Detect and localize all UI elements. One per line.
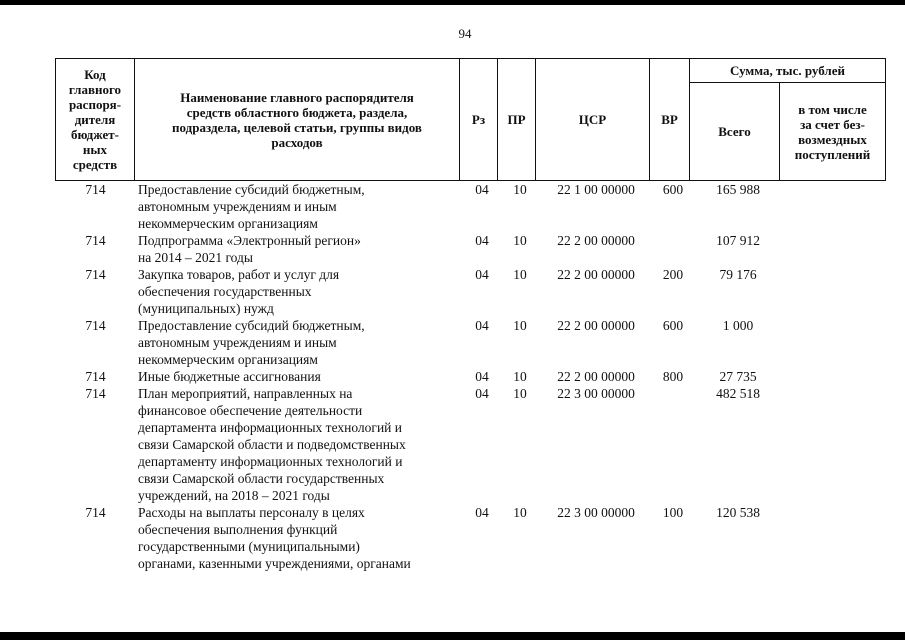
cell-rz: 04	[475, 505, 489, 520]
cell-code: 714	[85, 318, 106, 333]
cell-total: 79 176	[719, 267, 757, 282]
table-row	[55, 368, 885, 385]
cell-name	[136, 266, 463, 317]
cell-code: 714	[85, 182, 106, 197]
cell-pr: 10	[513, 369, 527, 384]
table-row	[55, 317, 885, 368]
cell-csr: 22 2 00 00000	[557, 369, 635, 384]
table-row	[55, 232, 885, 266]
page-number: 94	[458, 26, 472, 41]
cell-line: финансовое обеспечение деятельности	[138, 403, 363, 418]
cell-name	[136, 385, 463, 504]
cell-rz: 04	[475, 182, 489, 197]
cell-code: 714	[85, 369, 106, 384]
cell-name	[136, 181, 463, 232]
cell-vr: 200	[662, 267, 684, 282]
cell-vr: 600	[662, 182, 684, 197]
cell-csr: 22 2 00 00000	[557, 267, 635, 282]
cell-code: 714	[85, 505, 106, 520]
cell-pr: 10	[513, 233, 527, 248]
header-line: расходов	[271, 134, 323, 150]
cell-csr: 22 2 00 00000	[557, 233, 635, 248]
cell-rz: 04	[475, 267, 489, 282]
header-line: распоря-	[68, 97, 122, 112]
header-rz: Рз	[460, 59, 498, 181]
table-row	[55, 181, 885, 232]
cell-line: автономным учреждениям и иным	[138, 199, 337, 214]
top-border-rule	[0, 0, 905, 5]
cell-line: План мероприятий, направленных на	[138, 386, 353, 401]
cell-rz: 04	[475, 386, 489, 401]
header-line: ных	[82, 142, 108, 157]
bottom-border-rule	[0, 632, 905, 640]
cell-rz: 04	[475, 318, 489, 333]
cell-vr: 100	[662, 505, 684, 520]
cell-line: некоммерческим организациям	[138, 216, 318, 231]
cell-line: (муниципальных) нужд	[138, 301, 274, 316]
header-vr: ВР	[650, 59, 690, 181]
cell-pr: 10	[513, 267, 527, 282]
cell-line: государственными (муниципальными)	[138, 539, 360, 554]
table-row	[55, 266, 885, 317]
header-pr: ПР	[498, 59, 536, 181]
table-row	[55, 385, 885, 504]
header-code	[56, 59, 135, 181]
cell-line: учреждений, на 2018 – 2021 годы	[138, 488, 330, 503]
header-line: Наименование главного распорядителя	[180, 89, 414, 105]
cell-total: 27 735	[719, 369, 757, 384]
cell-pr: 10	[513, 386, 527, 401]
cell-vr	[653, 232, 693, 266]
cell-code: 714	[85, 233, 106, 248]
table-body	[55, 181, 885, 572]
header-line: дителя	[74, 112, 116, 127]
cell-line: органами, казенными учреждениями, органами	[138, 556, 411, 571]
header-line: за счет без-	[800, 116, 865, 132]
cell-csr: 22 1 00 00000	[557, 182, 635, 197]
cell-code: 714	[85, 386, 106, 401]
cell-total: 1 000	[722, 318, 754, 333]
header-line: в том числе	[798, 101, 867, 117]
header-line: главного	[68, 82, 122, 97]
header-line: возмездных	[798, 131, 867, 147]
cell-name	[136, 232, 463, 266]
header-incl	[780, 83, 886, 181]
cell-pr: 10	[513, 505, 527, 520]
cell-line: обеспечения выполнения функций	[138, 522, 338, 537]
cell-pr: 10	[513, 182, 527, 197]
cell-line: Закупка товаров, работ и услуг для	[138, 267, 340, 282]
cell-vr: 600	[662, 318, 684, 333]
cell-line: связи Самарской области государственных	[138, 471, 385, 486]
cell-rz: 04	[475, 369, 489, 384]
cell-total: 107 912	[716, 233, 760, 248]
cell-line: некоммерческим организациям	[138, 352, 318, 367]
header-line: подраздела, целевой статьи, группы видов	[172, 119, 422, 135]
cell-line: Подпрограмма «Электронный регион»	[138, 233, 361, 248]
cell-total: 165 988	[716, 182, 760, 197]
cell-line: на 2014 – 2021 годы	[138, 250, 253, 265]
cell-name	[136, 368, 463, 385]
header-line: средств	[72, 157, 118, 172]
header-csr: ЦСР	[536, 59, 650, 181]
cell-line: Предоставление субсидий бюджетным,	[138, 182, 365, 197]
header-sum: Сумма, тыс. рублей	[690, 59, 886, 83]
header-line: поступлений	[794, 146, 871, 162]
cell-line: Иные бюджетные ассигнования	[138, 369, 321, 384]
cell-rz: 04	[475, 233, 489, 248]
cell-code: 714	[85, 267, 106, 282]
header-line: Код	[84, 67, 106, 82]
cell-vr: 800	[662, 369, 684, 384]
cell-line: департаменту информационных технологий и	[138, 454, 403, 469]
cell-csr: 22 3 00 00000	[557, 386, 635, 401]
table-header	[55, 58, 886, 181]
cell-vr	[653, 385, 693, 504]
header-line: средств областного бюджета, раздела,	[186, 104, 408, 120]
cell-line: связи Самарской области и подведомственных	[138, 437, 406, 452]
cell-total: 482 518	[716, 386, 760, 401]
header-total: Всего	[690, 83, 780, 181]
table-row	[55, 504, 885, 572]
cell-total: 120 538	[716, 505, 760, 520]
header-line: бюджет-	[70, 127, 119, 142]
cell-csr: 22 3 00 00000	[557, 505, 635, 520]
cell-line: Предоставление субсидий бюджетным,	[138, 318, 365, 333]
cell-line: департамента информационных технологий и	[138, 420, 403, 435]
cell-line: автономным учреждениям и иным	[138, 335, 337, 350]
cell-name	[136, 504, 463, 572]
cell-csr: 22 2 00 00000	[557, 318, 635, 333]
cell-name	[136, 317, 463, 368]
cell-pr: 10	[513, 318, 527, 333]
header-name	[135, 59, 460, 181]
cell-line: Расходы на выплаты персоналу в целях	[138, 505, 365, 520]
cell-line: обеспечения государственных	[138, 284, 312, 299]
